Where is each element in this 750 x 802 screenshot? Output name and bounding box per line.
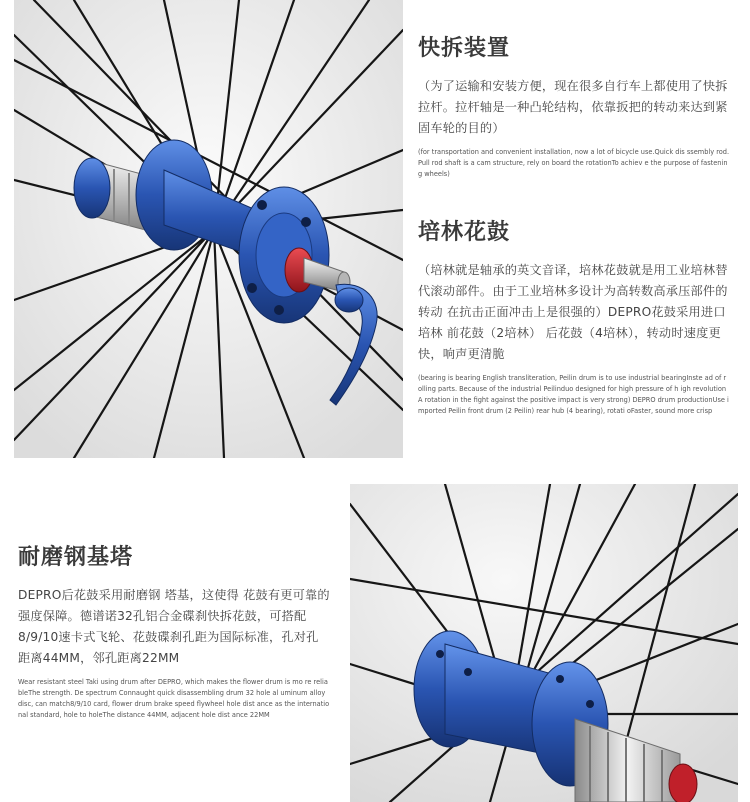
- hub-photo-rear-cassette: [350, 484, 738, 802]
- section-description-en: Wear resistant steel Taki using drum after DEPRO, which makes the flower drum is mo re reliableThe strength. De spectrum Connaught quick disassembling drum 32 hole al uminum alloy disc, can match8/9/10 card, flower drum brake speed flywheel hole dist ance as the international standard, hole to holeThe distance 44MM, adjacent hole dist ance 22MM: [18, 678, 330, 720]
- quick-release-hub-illustration: [14, 0, 403, 458]
- section-title: 耐磨钢基塔: [18, 545, 134, 570]
- hub-photo-quick-release: [14, 0, 403, 458]
- section-description-en: (bearing is bearing English transliteration, Peilin drum is to use industrial bearingInste ad of rolling parts. Because of the industrial Peilinduo designed for high pressure of h igh revolutionA rotation in the fight against the positive impact is very strong) DEPRO drum productionUse imported Peilin front drum (2 Peilin) rear hub (4 bearing), rotati oFaster, sound more crisp: [418, 374, 729, 416]
- section-title: 快拆装置: [418, 36, 511, 61]
- section-description-en: (for transportation and convenient installation, now a lot of bicycle use.Quick dis ssembly rod. Pull rod shaft is a cam structure, rely on board the rotationTo achiev e the purpose of fastening wheels): [418, 148, 730, 179]
- section-steel-freehub: [18, 545, 330, 721]
- section-quick-release: [418, 36, 730, 180]
- section-title: 培林花鼓: [418, 220, 511, 245]
- section-description-zh: （培林就是轴承的英文音译，培林花鼓就是用工业培林替代滚动部件。由于工业培林多设计为高转数高承压部件的转动 在抗击正面冲击上是很强的）DEPRO花鼓采用进口培林 前花鼓（2培林） 后花鼓（4培林），转动时速度更快，响声更清脆: [418, 263, 728, 362]
- section-bearing-hub: [418, 220, 730, 417]
- section-description-zh: （为了运输和安装方便，现在很多自行车上都使用了快拆拉杆。拉杆轴是一种凸轮结构，依靠扳把的转动来达到紧固车轮的目的）: [418, 79, 728, 136]
- section-description-zh: DEPRO后花鼓采用耐磨钢 塔基，这使得 花鼓有更可靠的强度保障。德谱诺32孔铝合金碟刹快拆花鼓，可搭配8/9/10速卡式飞轮、花鼓碟刹孔距为国际标准，孔对孔距离44MM，邻孔距离22MM: [18, 588, 330, 666]
- rear-hub-illustration: [350, 484, 738, 802]
